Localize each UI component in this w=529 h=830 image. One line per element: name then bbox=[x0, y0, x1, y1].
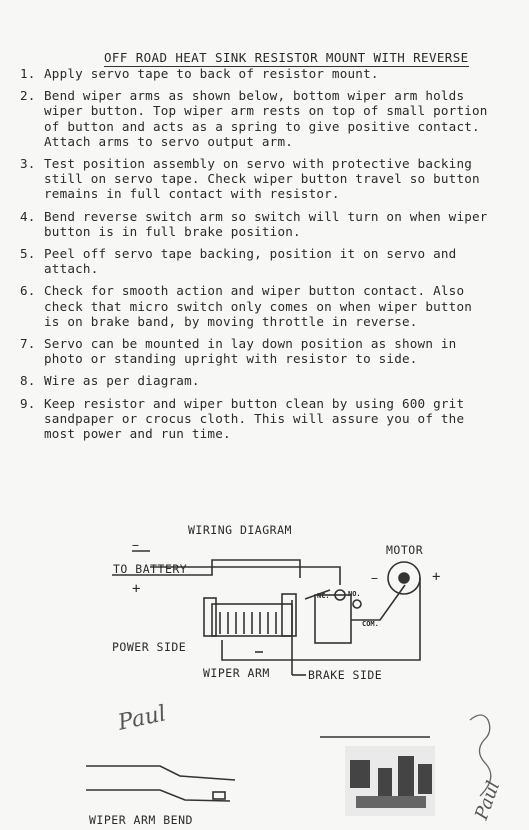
handwritten-signature-side: Paul bbox=[471, 778, 505, 823]
step-text: Peel off servo tape backing, position it on servo and attach. bbox=[44, 246, 457, 277]
motor-plus-label: + bbox=[432, 569, 441, 585]
nc-label: NC. bbox=[317, 592, 330, 600]
handwritten-signature: Paul bbox=[115, 701, 169, 736]
battery-plus-label: + bbox=[132, 581, 141, 597]
motor-minus-label: − bbox=[371, 571, 379, 585]
brake-side-label: BRAKE SIDE bbox=[308, 668, 383, 682]
step-text: Bend reverse switch arm so switch will turn on when wiper button is in full brake position. bbox=[44, 208, 488, 239]
power-side-label: POWER SIDE bbox=[112, 640, 187, 654]
step-number: 5. bbox=[20, 246, 36, 262]
step-number: 3. bbox=[20, 156, 36, 172]
wiper-arm-bend-top bbox=[86, 766, 235, 780]
micro-switch bbox=[315, 595, 351, 643]
step-number: 6. bbox=[20, 283, 36, 299]
servo-photo bbox=[345, 746, 435, 816]
step-text: Apply servo tape to back of resistor mount. bbox=[44, 66, 379, 81]
wiper-arm-bend-bottom bbox=[86, 790, 230, 801]
step-number: 4. bbox=[20, 208, 36, 224]
to-battery-label: TO BATTERY bbox=[113, 562, 188, 576]
step-text: Check for smooth action and wiper button contact. Also check that micro switch only comes on when wiper button is on brake band, by moving throttle in reverse. bbox=[44, 283, 473, 329]
step-text: Bend wiper arms as shown below, bottom wiper arm holds wiper button. Top wiper arm rests on top of small portion of button and acts as a spring to give positive contact. Attach arms to servo output arm. bbox=[44, 88, 488, 149]
step-text: Servo can be mounted in lay down position as shown in photo or standing upright with resistor to side. bbox=[44, 336, 457, 367]
step-text: Keep resistor and wiper button clean by using 600 grit sandpaper or crocus cloth. This will assure you of the most power and run time. bbox=[44, 395, 465, 442]
diagram-heading: WIRING DIAGRAM bbox=[188, 523, 292, 537]
step-number: 7. bbox=[20, 336, 36, 352]
step-text: Wire as per diagram. bbox=[44, 373, 200, 389]
motor-label: MOTOR bbox=[386, 543, 424, 557]
battery-minus-label: − bbox=[132, 538, 140, 552]
step-number: 2. bbox=[20, 88, 36, 104]
brake-side-clip bbox=[282, 594, 296, 636]
step-number: 1. bbox=[20, 66, 36, 81]
step-number: 8. bbox=[20, 373, 36, 389]
step-number: 9. bbox=[20, 395, 36, 411]
wiper-arm-bend-caption: WIPER ARM BEND bbox=[89, 813, 193, 827]
step-text: Test position assembly on servo with protective backing still on servo tape. Check wiper button travel so button remains in full contact with resistor. bbox=[44, 156, 480, 202]
document-title: OFF ROAD HEAT SINK RESISTOR MOUNT WITH REVERSE bbox=[104, 50, 469, 65]
wiper-arm-label: WIPER ARM bbox=[203, 666, 270, 680]
no-label: NO. bbox=[348, 590, 361, 598]
com-label: COM. bbox=[362, 620, 379, 628]
